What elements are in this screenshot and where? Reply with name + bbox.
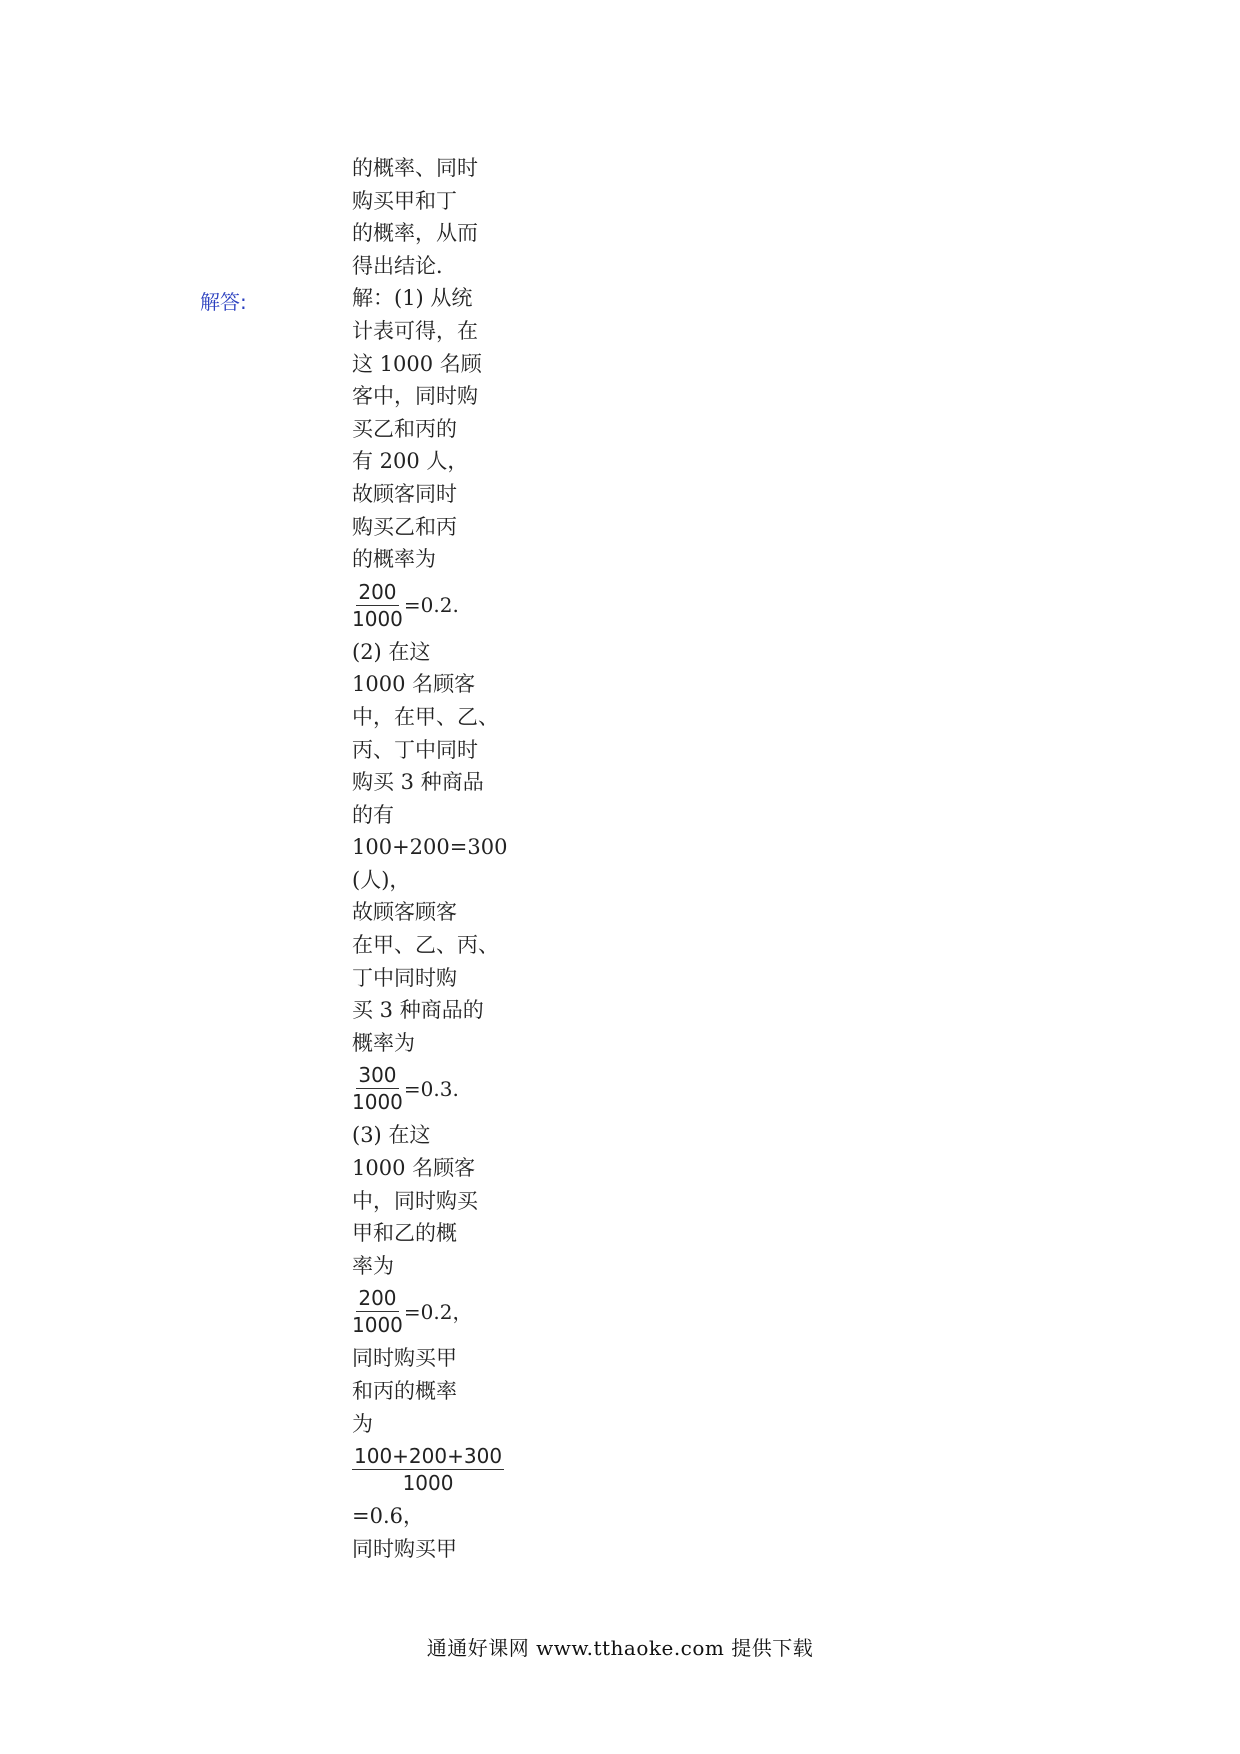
- text-line: 计表可得，在: [352, 318, 478, 343]
- text-line: 故顾客同时: [352, 481, 457, 506]
- result: =0.3.: [403, 1077, 459, 1102]
- text-line: 得出结论．: [352, 253, 457, 278]
- text-line: 1000 名顾客: [352, 1156, 476, 1181]
- text-line: 故顾客顾客: [352, 900, 457, 925]
- text-line: 甲和乙的概: [352, 1221, 457, 1246]
- denominator: 1000: [352, 1090, 403, 1115]
- text-line: 丙、丁中同时: [352, 737, 478, 762]
- result: =0.2，: [403, 1300, 473, 1325]
- footer-credit: 通通好课网 www.tthaoke.com 提供下载: [426, 1636, 814, 1660]
- text-line: 中，同时购买: [352, 1188, 478, 1213]
- numerator: 200: [358, 579, 397, 604]
- text-line: 的概率、同时: [352, 156, 478, 180]
- text-line: 同时购买甲: [352, 1346, 457, 1371]
- text-line: 购买 3 种商品: [352, 770, 484, 795]
- answer-label: 解答:: [200, 290, 247, 314]
- text-line: =0.6，: [352, 1504, 424, 1529]
- text-line: 客中，同时购: [352, 384, 478, 409]
- text-line: 解：(1) 从统: [352, 286, 473, 311]
- fraction-expression: [352, 1283, 502, 1341]
- text-line: 有 200 人，: [352, 449, 469, 474]
- fraction-expression: [352, 1441, 502, 1499]
- text-line: 的概率为: [352, 547, 436, 572]
- text-line: 中，在甲、乙、: [352, 704, 499, 729]
- fraction: [352, 580, 403, 632]
- denominator: 1000: [352, 606, 403, 631]
- text-line: 买乙和丙的: [352, 416, 457, 441]
- numerator: 100+200+300: [354, 1444, 503, 1469]
- fraction: [352, 1286, 403, 1338]
- text-line: 在甲、乙、丙、: [352, 933, 499, 958]
- text-line: 的概率，从而: [352, 221, 478, 246]
- text-line: (2) 在这: [352, 639, 431, 664]
- text-line: 为: [352, 1411, 373, 1436]
- fraction-expression: [352, 1060, 502, 1118]
- text-line: 1000 名顾客: [352, 672, 476, 697]
- text-line: (3) 在这: [352, 1123, 431, 1148]
- numerator: 300: [358, 1063, 397, 1088]
- result: =0.2.: [403, 593, 459, 618]
- text-line: 和丙的概率: [352, 1379, 457, 1403]
- denominator: 1000: [352, 1313, 403, 1338]
- text-line: 购买甲和丁: [352, 188, 457, 213]
- fraction: [352, 1063, 403, 1115]
- text-line: (人)，: [352, 867, 411, 892]
- text-line: 购买乙和丙: [352, 514, 457, 539]
- text-line: 同时购买甲: [352, 1536, 457, 1561]
- text-line: 买 3 种商品的: [352, 998, 484, 1023]
- fraction-expression: [352, 577, 502, 635]
- text-line: 概率为: [352, 1030, 415, 1055]
- denominator: 1000: [402, 1471, 454, 1496]
- text-line: 率为: [352, 1253, 394, 1278]
- solution-column: [352, 152, 508, 1565]
- fraction: [352, 1444, 504, 1496]
- text-line: 这 1000 名顾: [352, 351, 482, 376]
- text-line: 的有: [352, 802, 394, 827]
- text-line: 100+200=300: [352, 835, 508, 860]
- numerator: 200: [358, 1286, 397, 1311]
- text-line: 丁中同时购: [352, 965, 457, 990]
